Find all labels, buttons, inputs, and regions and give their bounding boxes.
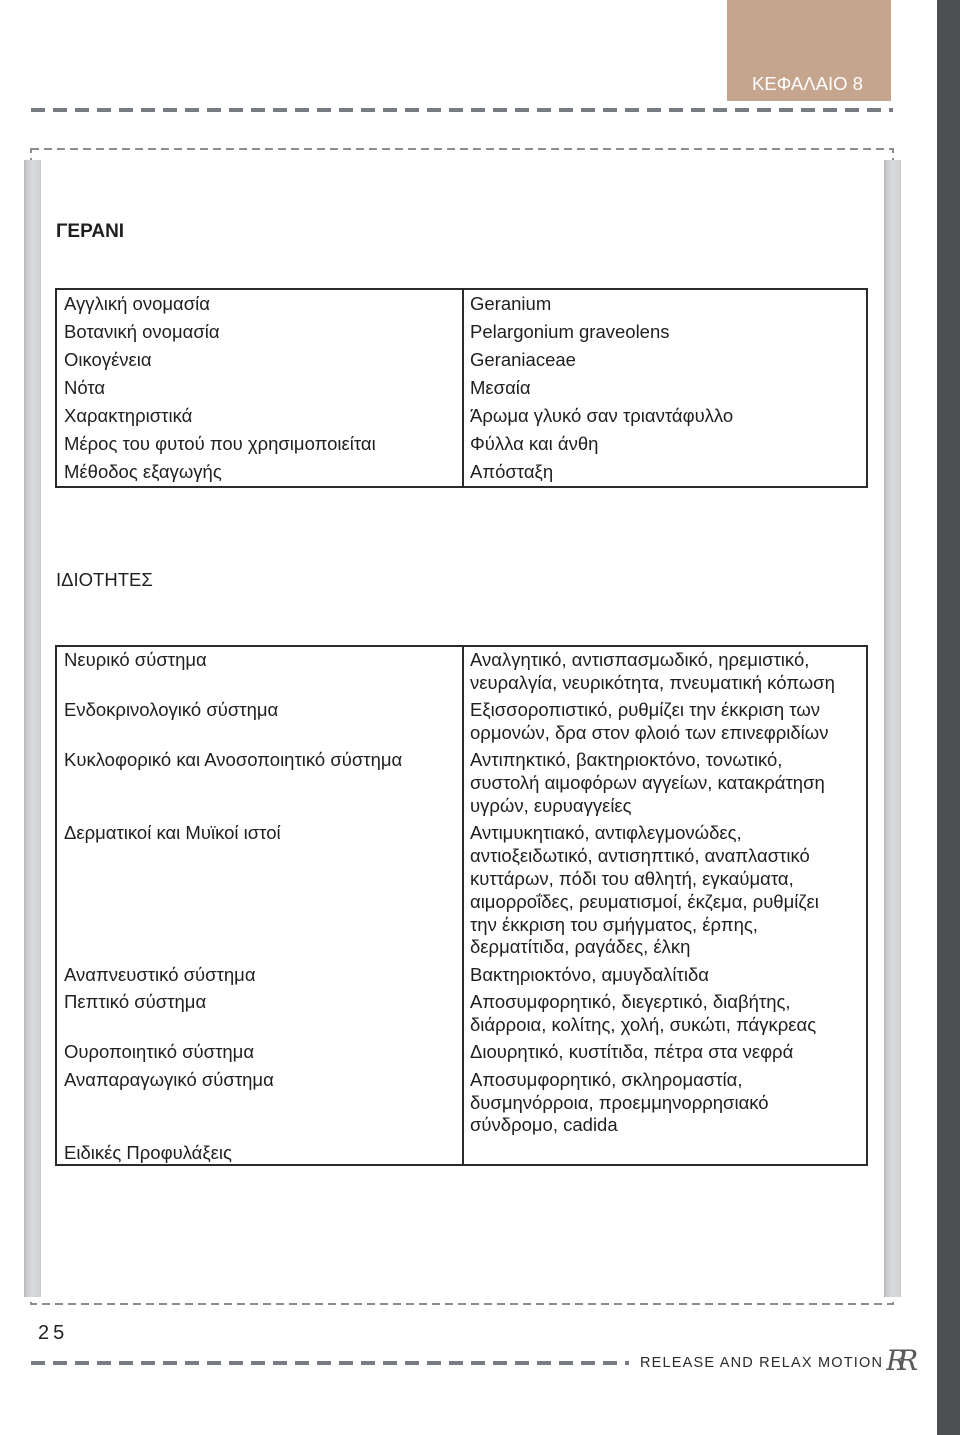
property-description bbox=[464, 1069, 866, 1137]
body-system-label: Αναπαραγωγικό σύστημα bbox=[64, 1068, 274, 1090]
body-system-label: Κυκλοφορικό και Ανοσοποιητικό σύστημα bbox=[64, 749, 403, 771]
property-line: Αποσυμφορητικό, σκληρομαστία, bbox=[470, 1068, 743, 1090]
footer-dashed-divider bbox=[31, 1361, 629, 1365]
property-line: Αποσυμφορητικό, διεγερτικό, διαβήτης, bbox=[470, 991, 791, 1013]
body-system-label: Ενδοκρινολογικό σύστημα bbox=[64, 699, 279, 721]
brand-name: RELEASE AND RELAX MOTION bbox=[640, 1355, 884, 1371]
property-line: Αναλγητικό, αντισπασμωδικό, ηρεμιστικό, bbox=[470, 649, 810, 670]
property-line: συστολή αιμοφόρων αγγείων, κατακράτηση bbox=[470, 772, 825, 794]
info-value: Απόσταξη bbox=[470, 461, 554, 482]
property-description bbox=[464, 749, 866, 817]
info-label: Μέρος του φυτού που χρησιμοποιείται bbox=[64, 433, 376, 454]
body-system-label: Δερματικοί και Μυϊκοί ιστοί bbox=[64, 822, 281, 844]
body-system-label: Ειδικές Προφυλάξεις bbox=[64, 1141, 232, 1163]
property-line: αιμορροΐδες, ρευματισμοί, έκζεμα, ρυθμίζει bbox=[470, 890, 819, 912]
body-system-label: Ουροποιητικό σύστημα bbox=[64, 1041, 255, 1063]
info-label: Βοτανική ονομασία bbox=[64, 321, 220, 342]
property-line: Βακτηριοκτόνο, αμυγδαλίτιδα bbox=[470, 963, 709, 985]
body-system-label: Νευρικό σύστημα bbox=[64, 649, 207, 670]
info-value: Geranium bbox=[470, 293, 552, 314]
info-label: Νότα bbox=[64, 377, 106, 398]
property-description bbox=[464, 1142, 866, 1165]
info-label: Αγγλική ονομασία bbox=[64, 293, 210, 314]
property-description bbox=[464, 1041, 866, 1064]
property-line: κυττάρων, πόδι του αθλητή, εγκαύματα, bbox=[470, 867, 794, 889]
info-label: Οικογένεια bbox=[64, 349, 152, 370]
info-value: Pelargonium graveolens bbox=[470, 321, 670, 342]
column-divider bbox=[462, 647, 464, 1164]
property-line: αντιοξειδωτικό, αντισηπτικό, αναπλαστικό bbox=[470, 845, 810, 867]
property-description bbox=[464, 649, 866, 695]
info-table bbox=[55, 288, 868, 488]
left-margin-bar bbox=[24, 160, 41, 1297]
property-line: δυσμηνόρροια, προεμμηνορρησιακό bbox=[470, 1091, 769, 1113]
header-dashed-divider bbox=[31, 108, 893, 112]
property-line: υγρών, ευρυαγγείες bbox=[470, 794, 632, 816]
column-divider bbox=[462, 290, 464, 486]
info-value: Μεσαία bbox=[470, 377, 531, 398]
body-system-label: Αναπνευστικό σύστημα bbox=[64, 963, 256, 985]
property-description bbox=[464, 699, 866, 745]
info-label: Μέθοδος εξαγωγής bbox=[64, 461, 222, 482]
property-line: ορμονών, δρα στον φλοιό των επινεφριδίων bbox=[470, 721, 829, 743]
property-line: Διουρητικό, κυστίτιδα, πέτρα στα νεφρά bbox=[470, 1041, 794, 1063]
property-line: δερματίτιδα, ραγάδες, έλκη bbox=[470, 936, 691, 958]
right-edge-strip bbox=[937, 0, 960, 1435]
property-description bbox=[464, 822, 866, 959]
property-line: Εξισσοροπιστικό, ρυθμίζει την έκκριση των bbox=[470, 699, 821, 721]
body-system-label: Πεπτικό σύστημα bbox=[64, 991, 207, 1013]
properties-table bbox=[55, 645, 868, 1166]
plant-title: ΓΕΡΑΝΙ bbox=[56, 221, 125, 242]
property-description bbox=[464, 964, 866, 987]
chapter-label: ΚΕΦΑΛΑΙΟ 8 bbox=[752, 73, 863, 94]
properties-heading: ΙΔΙΟΤΗΤΕΣ bbox=[56, 569, 153, 590]
property-line: την έκκριση του σμήγματος, έρπης, bbox=[470, 913, 758, 935]
right-margin-bar bbox=[884, 160, 901, 1297]
property-line: Αντιμυκητιακό, αντιφλεγμονώδες, bbox=[470, 822, 742, 844]
info-value: Geraniaceae bbox=[470, 349, 576, 370]
chapter-tab bbox=[727, 0, 891, 101]
info-label: Χαρακτηριστικά bbox=[64, 405, 193, 426]
property-line: Αντιπηκτικό, βακτηριοκτόνο, τονωτικό, bbox=[470, 749, 783, 771]
brand-logo: RR bbox=[886, 1344, 909, 1377]
property-line: νευραλγία, νευρικότητα, πνευματική κόπωση bbox=[470, 671, 835, 693]
property-line: διάρροια, κολίτης, χολή, συκώτι, πάγκρεας bbox=[470, 1013, 817, 1035]
property-description bbox=[464, 991, 866, 1037]
page-number: 25 bbox=[38, 1322, 69, 1344]
info-value: Άρωμα γλυκό σαν τριαντάφυλλο bbox=[470, 405, 734, 426]
property-line: σύνδρομο, cadida bbox=[470, 1114, 618, 1136]
info-value: Φύλλα και άνθη bbox=[470, 433, 599, 454]
